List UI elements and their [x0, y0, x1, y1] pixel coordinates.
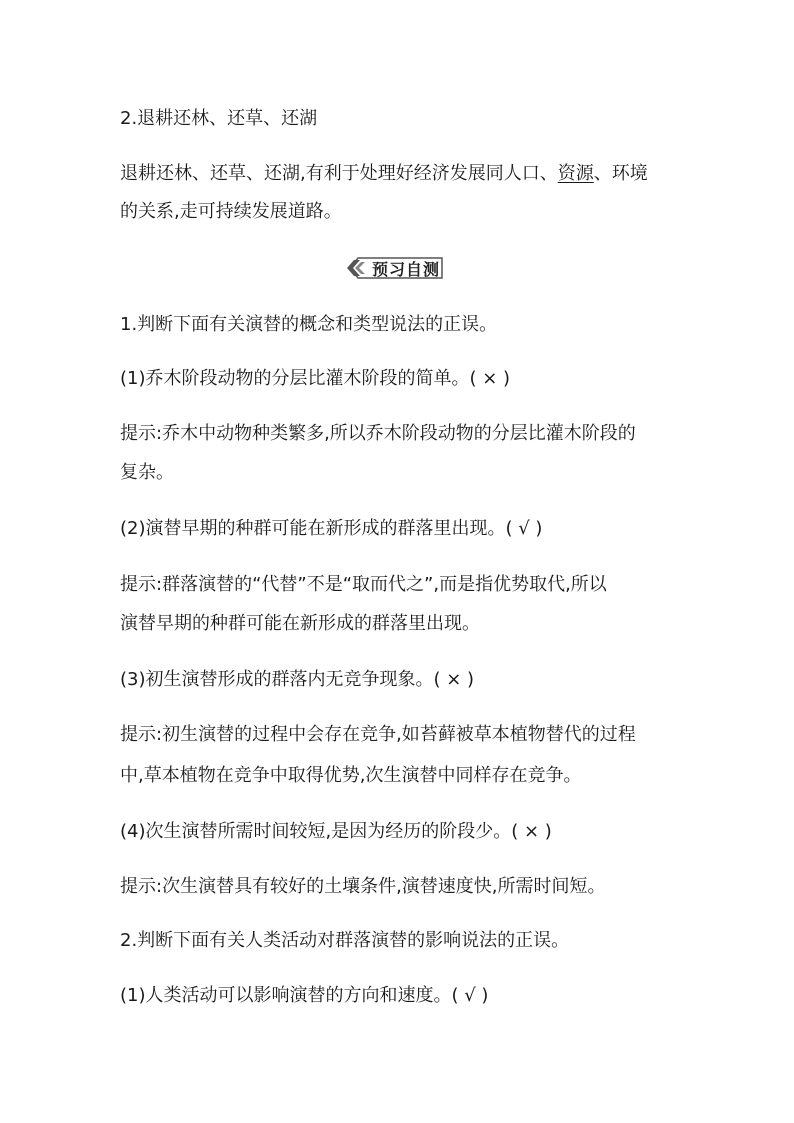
hint-3-line-1: 提示:初生演替的过程中会存在竞争,如苔藓被草本植物替代的过程 [120, 724, 636, 745]
question-1-item-2: (2)演替早期的种群可能在新形成的群落里出现。( √ ) [120, 518, 543, 539]
question-2-title: 2.判断下面有关人类活动对群落演替的影响说法的正误。 [120, 930, 570, 951]
paragraph-line-1 [120, 163, 648, 185]
hint-3-line-2: 中,草本植物在竞争中取得优势,次生演替中同样存在竞争。 [120, 765, 582, 786]
paragraph-text: 退耕还林、还草、还湖,有利于处理好经济发展同人口、 [120, 163, 558, 184]
hint-1-line-2: 复杂。 [120, 462, 174, 483]
underlined-term: 资源 [557, 163, 594, 184]
question-2-item-1: (1)人类活动可以影响演替的方向和速度。( √ ) [120, 985, 489, 1006]
question-1-item-1: (1)乔木阶段动物的分层比灌木阶段的简单。( × ) [120, 368, 511, 389]
hint-4-line-1: 提示:次生演替具有较好的土壤条件,演替速度快,所需时间短。 [120, 876, 606, 897]
badge-label: 预习自测 [372, 260, 441, 279]
question-1-item-3: (3)初生演替形成的群落内无竞争现象。( × ) [120, 669, 475, 690]
hint-2-line-2: 演替早期的种群可能在新形成的群落里出现。 [120, 613, 480, 634]
preview-self-test-badge [344, 254, 448, 282]
section-heading: 2.退耕还林、还草、还湖 [120, 108, 318, 129]
hint-2-line-1: 提示:群落演替的“代替”不是“取而代之”,而是指优势取代,所以 [120, 574, 607, 595]
question-1-title: 1.判断下面有关演替的概念和类型说法的正误。 [120, 314, 498, 335]
paragraph-line-2: 的关系,走可持续发展道路。 [120, 201, 342, 222]
paragraph-text: 、环境 [593, 163, 648, 184]
hint-1-line-1: 提示:乔木中动物种类繁多,所以乔木阶段动物的分层比灌木阶段的 [120, 423, 636, 444]
question-1-item-4: (4)次生演替所需时间较短,是因为经历的阶段少。( × ) [120, 821, 552, 842]
